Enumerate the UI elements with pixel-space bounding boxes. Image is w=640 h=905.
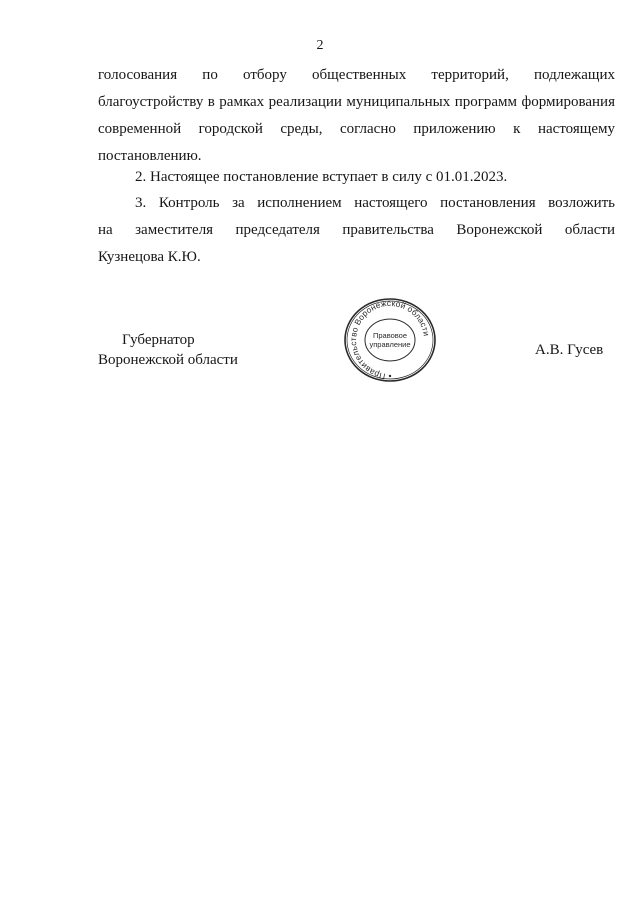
paragraph-1 xyxy=(98,62,615,170)
paragraph-2: 2. Настоящее постановление вступает в силу с 01.01.2023. xyxy=(135,169,508,185)
stamp-ring-text: Правительство Воронежской области xyxy=(348,297,432,382)
paragraph-1-line: современной городской среды, согласно приложению к настоящему xyxy=(98,121,615,137)
paragraph-3-line: 3. Контроль за исполнением настоящего постановления возложить xyxy=(135,195,615,211)
paragraph-1-line: голосования по отбору общественных территорий, подлежащих xyxy=(98,67,615,83)
paragraph-1-last-line: постановлению. xyxy=(98,148,202,164)
signature-position-line1: Губернатор xyxy=(122,332,195,348)
official-stamp xyxy=(340,296,440,384)
paragraph-3-line: на заместителя председателя правительства Воронежской области xyxy=(98,222,615,238)
paragraph-3-last-line: Кузнецова К.Ю. xyxy=(98,249,201,265)
paragraph-1-line: благоустройству в рамках реализации муниципальных программ формирования xyxy=(98,94,615,110)
signature-position-line2: Воронежской области xyxy=(98,352,238,368)
page-number: 2 xyxy=(316,38,324,53)
stamp-center-line1: Правовое xyxy=(372,331,408,340)
signature-name: А.В. Гусев xyxy=(535,342,604,358)
signature-position xyxy=(98,330,238,370)
stamp-seal-icon xyxy=(340,296,440,384)
paragraph-3 xyxy=(98,190,615,271)
stamp-center-line2: управление xyxy=(369,340,411,349)
